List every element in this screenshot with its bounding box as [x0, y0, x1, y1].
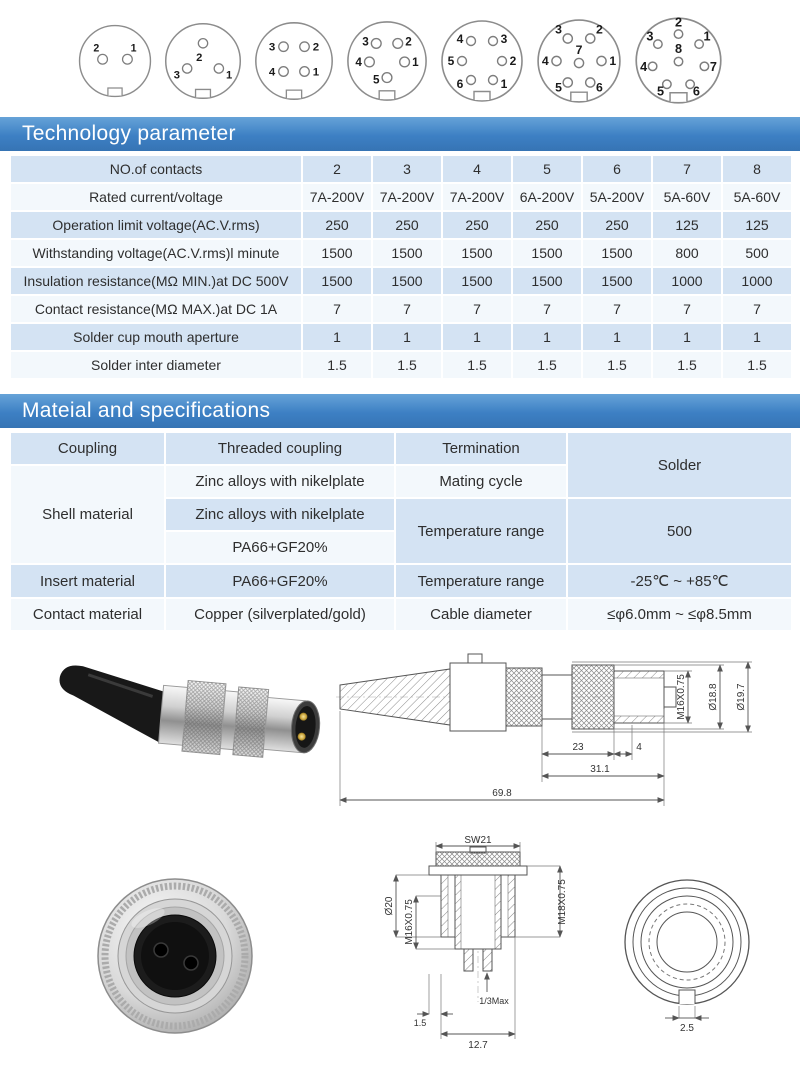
tech-value-cell: 1 — [372, 323, 442, 351]
tech-value-cell: 4 — [442, 155, 512, 183]
material-cell: Temperature range — [395, 564, 567, 598]
material-cell: -25℃ ~ +85℃ — [567, 564, 792, 598]
pin — [674, 30, 682, 38]
material-cell: ≤φ6.0mm ~ ≤φ8.5mm — [567, 598, 792, 631]
tech-row-label: Contact resistance(MΩ MAX.)at DC 1A — [10, 295, 302, 323]
tech-value-cell: 1.5 — [302, 351, 372, 379]
keyway-notch — [286, 90, 301, 98]
material-cell: PA66+GF20% — [165, 531, 395, 564]
pin-diagram-2-pin — [76, 22, 154, 100]
tech-table-row — [10, 323, 792, 351]
dim-key-width: 2.5 — [680, 1023, 694, 1034]
pin-number: 2 — [404, 34, 412, 48]
tech-value-cell: 5A-60V — [652, 183, 722, 211]
pin-diagram-5-pin — [344, 18, 430, 104]
tech-value-cell: 7 — [722, 295, 792, 323]
tech-table-row — [10, 239, 792, 267]
tech-value-cell: 5A-200V — [582, 183, 652, 211]
tech-value-cell: 1500 — [372, 239, 442, 267]
pin — [551, 56, 560, 65]
keyway-notch — [195, 89, 210, 97]
tech-table-row — [10, 183, 792, 211]
dim-cup-fill: 1/3Max — [479, 996, 509, 1006]
pin-number: 1 — [225, 69, 232, 82]
strain-relief-boot — [340, 669, 450, 725]
dim-dia: Ø20 — [384, 896, 395, 916]
material-cell: Mating cycle — [395, 465, 567, 498]
pin-number: 8 — [674, 42, 682, 57]
tech-value-cell: 3 — [372, 155, 442, 183]
tech-row-label: Operation limit voltage(AC.V.rms) — [10, 211, 302, 239]
pin — [653, 40, 661, 48]
tech-value-cell: 7 — [512, 295, 582, 323]
pin-hole — [154, 943, 168, 957]
material-cell: Shell material — [10, 465, 165, 564]
material-cell: Contact material — [10, 598, 165, 631]
pin-number: 1 — [130, 41, 137, 54]
tech-value-cell: 1.5 — [442, 351, 512, 379]
pin-number: 4 — [639, 60, 647, 75]
front-view-drawing — [606, 868, 768, 1036]
pin — [364, 57, 374, 67]
threaded-barrel — [614, 671, 664, 723]
pin-number: 5 — [372, 72, 380, 86]
pin — [585, 77, 594, 86]
tech-value-cell: 1.5 — [722, 351, 792, 379]
tech-value-cell: 1500 — [582, 239, 652, 267]
tech-value-cell: 1500 — [302, 267, 372, 295]
dim-len-a: 23 — [572, 742, 584, 753]
side-view-technical-drawing — [334, 638, 766, 830]
tech-value-cell: 1500 — [442, 239, 512, 267]
pin-number: 6 — [692, 84, 700, 99]
keyway-notch — [107, 88, 121, 96]
clamp-housing — [450, 663, 506, 731]
pin-number: 5 — [447, 53, 454, 68]
pin-number: 4 — [456, 31, 463, 46]
pin-number: 4 — [541, 53, 549, 68]
tech-value-cell: 1500 — [512, 239, 582, 267]
pin — [122, 54, 132, 64]
keyway-notch — [570, 92, 586, 101]
tech-table-row — [10, 295, 792, 323]
material-cell: 500 — [567, 498, 792, 564]
tech-value-cell: 125 — [652, 211, 722, 239]
tech-value-cell: 250 — [512, 211, 582, 239]
pin — [694, 40, 702, 48]
pin-diagram-8-pin — [632, 14, 725, 107]
tech-value-cell: 1 — [302, 323, 372, 351]
tech-value-cell: 500 — [722, 239, 792, 267]
dim-len-total: 69.8 — [492, 788, 512, 799]
tech-value-cell: 1500 — [582, 267, 652, 295]
pin-number: 4 — [268, 65, 275, 78]
tech-value-cell: 125 — [722, 211, 792, 239]
pin-number: 1 — [312, 65, 319, 78]
tech-value-cell: 7 — [372, 295, 442, 323]
pin-number: 3 — [268, 41, 275, 54]
pin — [563, 33, 572, 42]
tech-row-label: Solder cup mouth aperture — [10, 323, 302, 351]
tech-value-cell: 1 — [582, 323, 652, 351]
pin — [457, 56, 466, 65]
pin — [278, 66, 288, 76]
material-cell: Termination — [395, 432, 567, 465]
tech-value-cell: 7A-200V — [442, 183, 512, 211]
tech-value-cell: 1.5 — [652, 351, 722, 379]
tech-value-cell: 1000 — [652, 267, 722, 295]
pin — [488, 75, 497, 84]
material-cell: Cable diameter — [395, 598, 567, 631]
male-connector-photo — [42, 648, 337, 813]
tech-row-label: Solder inter diameter — [10, 351, 302, 379]
cable-boot — [55, 664, 165, 742]
tech-table-row — [10, 155, 792, 183]
tech-value-cell: 1.5 — [372, 351, 442, 379]
material-table-row — [10, 598, 792, 631]
pin-number: 3 — [645, 29, 653, 44]
material-cell: Threaded coupling — [165, 432, 395, 465]
material-section-title: Mateial and specifications — [22, 399, 271, 422]
pin — [648, 62, 656, 70]
pin-number: 2 — [674, 15, 682, 30]
pin-diagram-row — [0, 0, 800, 107]
material-cell: Temperature range — [395, 498, 567, 564]
pin-number: 7 — [575, 42, 582, 57]
pin — [399, 57, 409, 67]
dim-thread-front: M16X0.75 — [404, 899, 415, 945]
tech-value-cell: 5 — [512, 155, 582, 183]
pin-hole — [184, 956, 198, 970]
socket-section-drawing — [372, 834, 584, 1059]
tech-value-cell: 1 — [652, 323, 722, 351]
female-connector-photo — [88, 876, 263, 1041]
tech-value-cell: 7 — [442, 295, 512, 323]
tech-value-cell: 250 — [302, 211, 372, 239]
pin — [299, 66, 309, 76]
material-cell: Solder — [567, 432, 792, 498]
tech-value-cell: 1500 — [442, 267, 512, 295]
tech-value-cell: 1 — [512, 323, 582, 351]
tech-value-cell: 7A-200V — [302, 183, 372, 211]
tech-value-cell: 6 — [582, 155, 652, 183]
pin-number: 1 — [608, 53, 616, 68]
pin-number: 3 — [361, 34, 369, 48]
pin-number: 3 — [554, 21, 562, 36]
material-table-row — [10, 564, 792, 598]
dim-thread: M16X0.75 — [676, 674, 687, 720]
pin — [466, 36, 475, 45]
pin-number: 5 — [554, 80, 562, 95]
pin-diagram-7-pin — [534, 16, 624, 106]
pin-number: 4 — [354, 55, 362, 69]
pin — [488, 36, 497, 45]
tech-value-cell: 7 — [582, 295, 652, 323]
pin — [392, 38, 402, 48]
material-cell: Coupling — [10, 432, 165, 465]
tech-row-label: Rated current/voltage — [10, 183, 302, 211]
tech-value-cell: 1500 — [512, 267, 582, 295]
dim-dia-small: Ø18.8 — [708, 683, 719, 711]
dim-step: 1.5 — [413, 1018, 427, 1028]
dim-wrench: SW21 — [464, 835, 492, 846]
tech-table-row — [10, 351, 792, 379]
tech-value-cell: 1000 — [722, 267, 792, 295]
tech-value-cell: 7 — [652, 295, 722, 323]
pin-diagram-4-pin — [252, 19, 336, 103]
pin — [382, 72, 392, 82]
pin-number: 2 — [595, 21, 603, 36]
pin — [700, 62, 708, 70]
tech-value-cell: 7A-200V — [372, 183, 442, 211]
pin-number: 7 — [709, 60, 717, 75]
dim-dia-large: Ø19.7 — [736, 683, 747, 711]
solder-cup — [464, 949, 473, 971]
tech-value-cell: 2 — [302, 155, 372, 183]
pin-number: 2 — [509, 53, 516, 68]
pin-number: 6 — [456, 76, 463, 91]
tech-value-cell: 250 — [372, 211, 442, 239]
material-cell: Zinc alloys with nikelplate — [165, 498, 395, 531]
pin — [574, 58, 583, 67]
dim-length: 12.7 — [468, 1040, 488, 1051]
pin-number: 5 — [656, 84, 664, 99]
tech-value-cell: 7 — [302, 295, 372, 323]
coupling-ring — [572, 665, 614, 729]
pin — [299, 41, 309, 51]
tech-section-header — [0, 117, 800, 151]
tech-section-title: Technology parameter — [22, 122, 236, 145]
product-images-section — [0, 636, 800, 1068]
tech-value-cell: 800 — [652, 239, 722, 267]
material-cell: Copper (silverplated/gold) — [165, 598, 395, 631]
keyway-tab — [679, 990, 695, 1004]
dim-len-c: 31.1 — [590, 764, 610, 775]
tech-value-cell: 1500 — [372, 267, 442, 295]
material-cell: Zinc alloys with nikelplate — [165, 465, 395, 498]
pin — [674, 57, 682, 65]
keyway-notch — [670, 93, 687, 102]
material-table-row — [10, 432, 792, 465]
pin — [278, 41, 288, 51]
tech-table-row — [10, 211, 792, 239]
tech-value-cell: 1.5 — [582, 351, 652, 379]
pin-number: 3 — [500, 31, 507, 46]
pin-number: 6 — [595, 80, 603, 95]
tech-value-cell: 1 — [442, 323, 512, 351]
tech-table-row — [10, 267, 792, 295]
dim-thread-panel: M18X0.75 — [557, 879, 568, 925]
tech-value-cell: 7 — [652, 155, 722, 183]
tech-row-label: NO.of contacts — [10, 155, 302, 183]
hex-nut — [436, 852, 520, 866]
pin — [97, 54, 107, 64]
pin-number: 1 — [703, 29, 711, 44]
pin-diagram-6-pin — [438, 17, 526, 105]
tech-row-label: Withstanding voltage(AC.V.rms)l minute — [10, 239, 302, 267]
pin-number: 2 — [312, 41, 319, 54]
material-table — [9, 431, 793, 632]
knurled-ring — [506, 668, 542, 726]
material-cell: Insert material — [10, 564, 165, 598]
pin-number: 1 — [411, 55, 419, 69]
pin — [497, 56, 506, 65]
tech-value-cell: 250 — [442, 211, 512, 239]
solder-cup — [483, 949, 492, 971]
material-section-header — [0, 394, 800, 428]
flange — [429, 866, 527, 875]
pin — [371, 38, 381, 48]
tech-value-cell: 250 — [582, 211, 652, 239]
tech-value-cell: 5A-60V — [722, 183, 792, 211]
pin — [596, 56, 605, 65]
tech-value-cell: 1 — [722, 323, 792, 351]
pin — [466, 75, 475, 84]
pin-diagram-3-pin — [162, 20, 244, 102]
material-cell: PA66+GF20% — [165, 564, 395, 598]
tech-table — [9, 154, 793, 380]
pin-number: 3 — [173, 69, 180, 82]
pin — [585, 33, 594, 42]
pin-number: 1 — [500, 76, 507, 91]
tech-value-cell: 1500 — [302, 239, 372, 267]
keyway-notch — [379, 90, 395, 98]
pin-number: 2 — [195, 51, 202, 64]
pin — [563, 77, 572, 86]
pin — [182, 63, 191, 72]
keyway-notch — [474, 91, 490, 100]
tech-value-cell: 6A-200V — [512, 183, 582, 211]
pin-number: 2 — [92, 41, 99, 54]
pin — [198, 38, 207, 47]
pin — [214, 63, 223, 72]
tech-value-cell: 1.5 — [512, 351, 582, 379]
tech-row-label: Insulation resistance(MΩ MIN.)at DC 500V — [10, 267, 302, 295]
dim-len-b: 4 — [636, 742, 642, 753]
tech-value-cell: 8 — [722, 155, 792, 183]
